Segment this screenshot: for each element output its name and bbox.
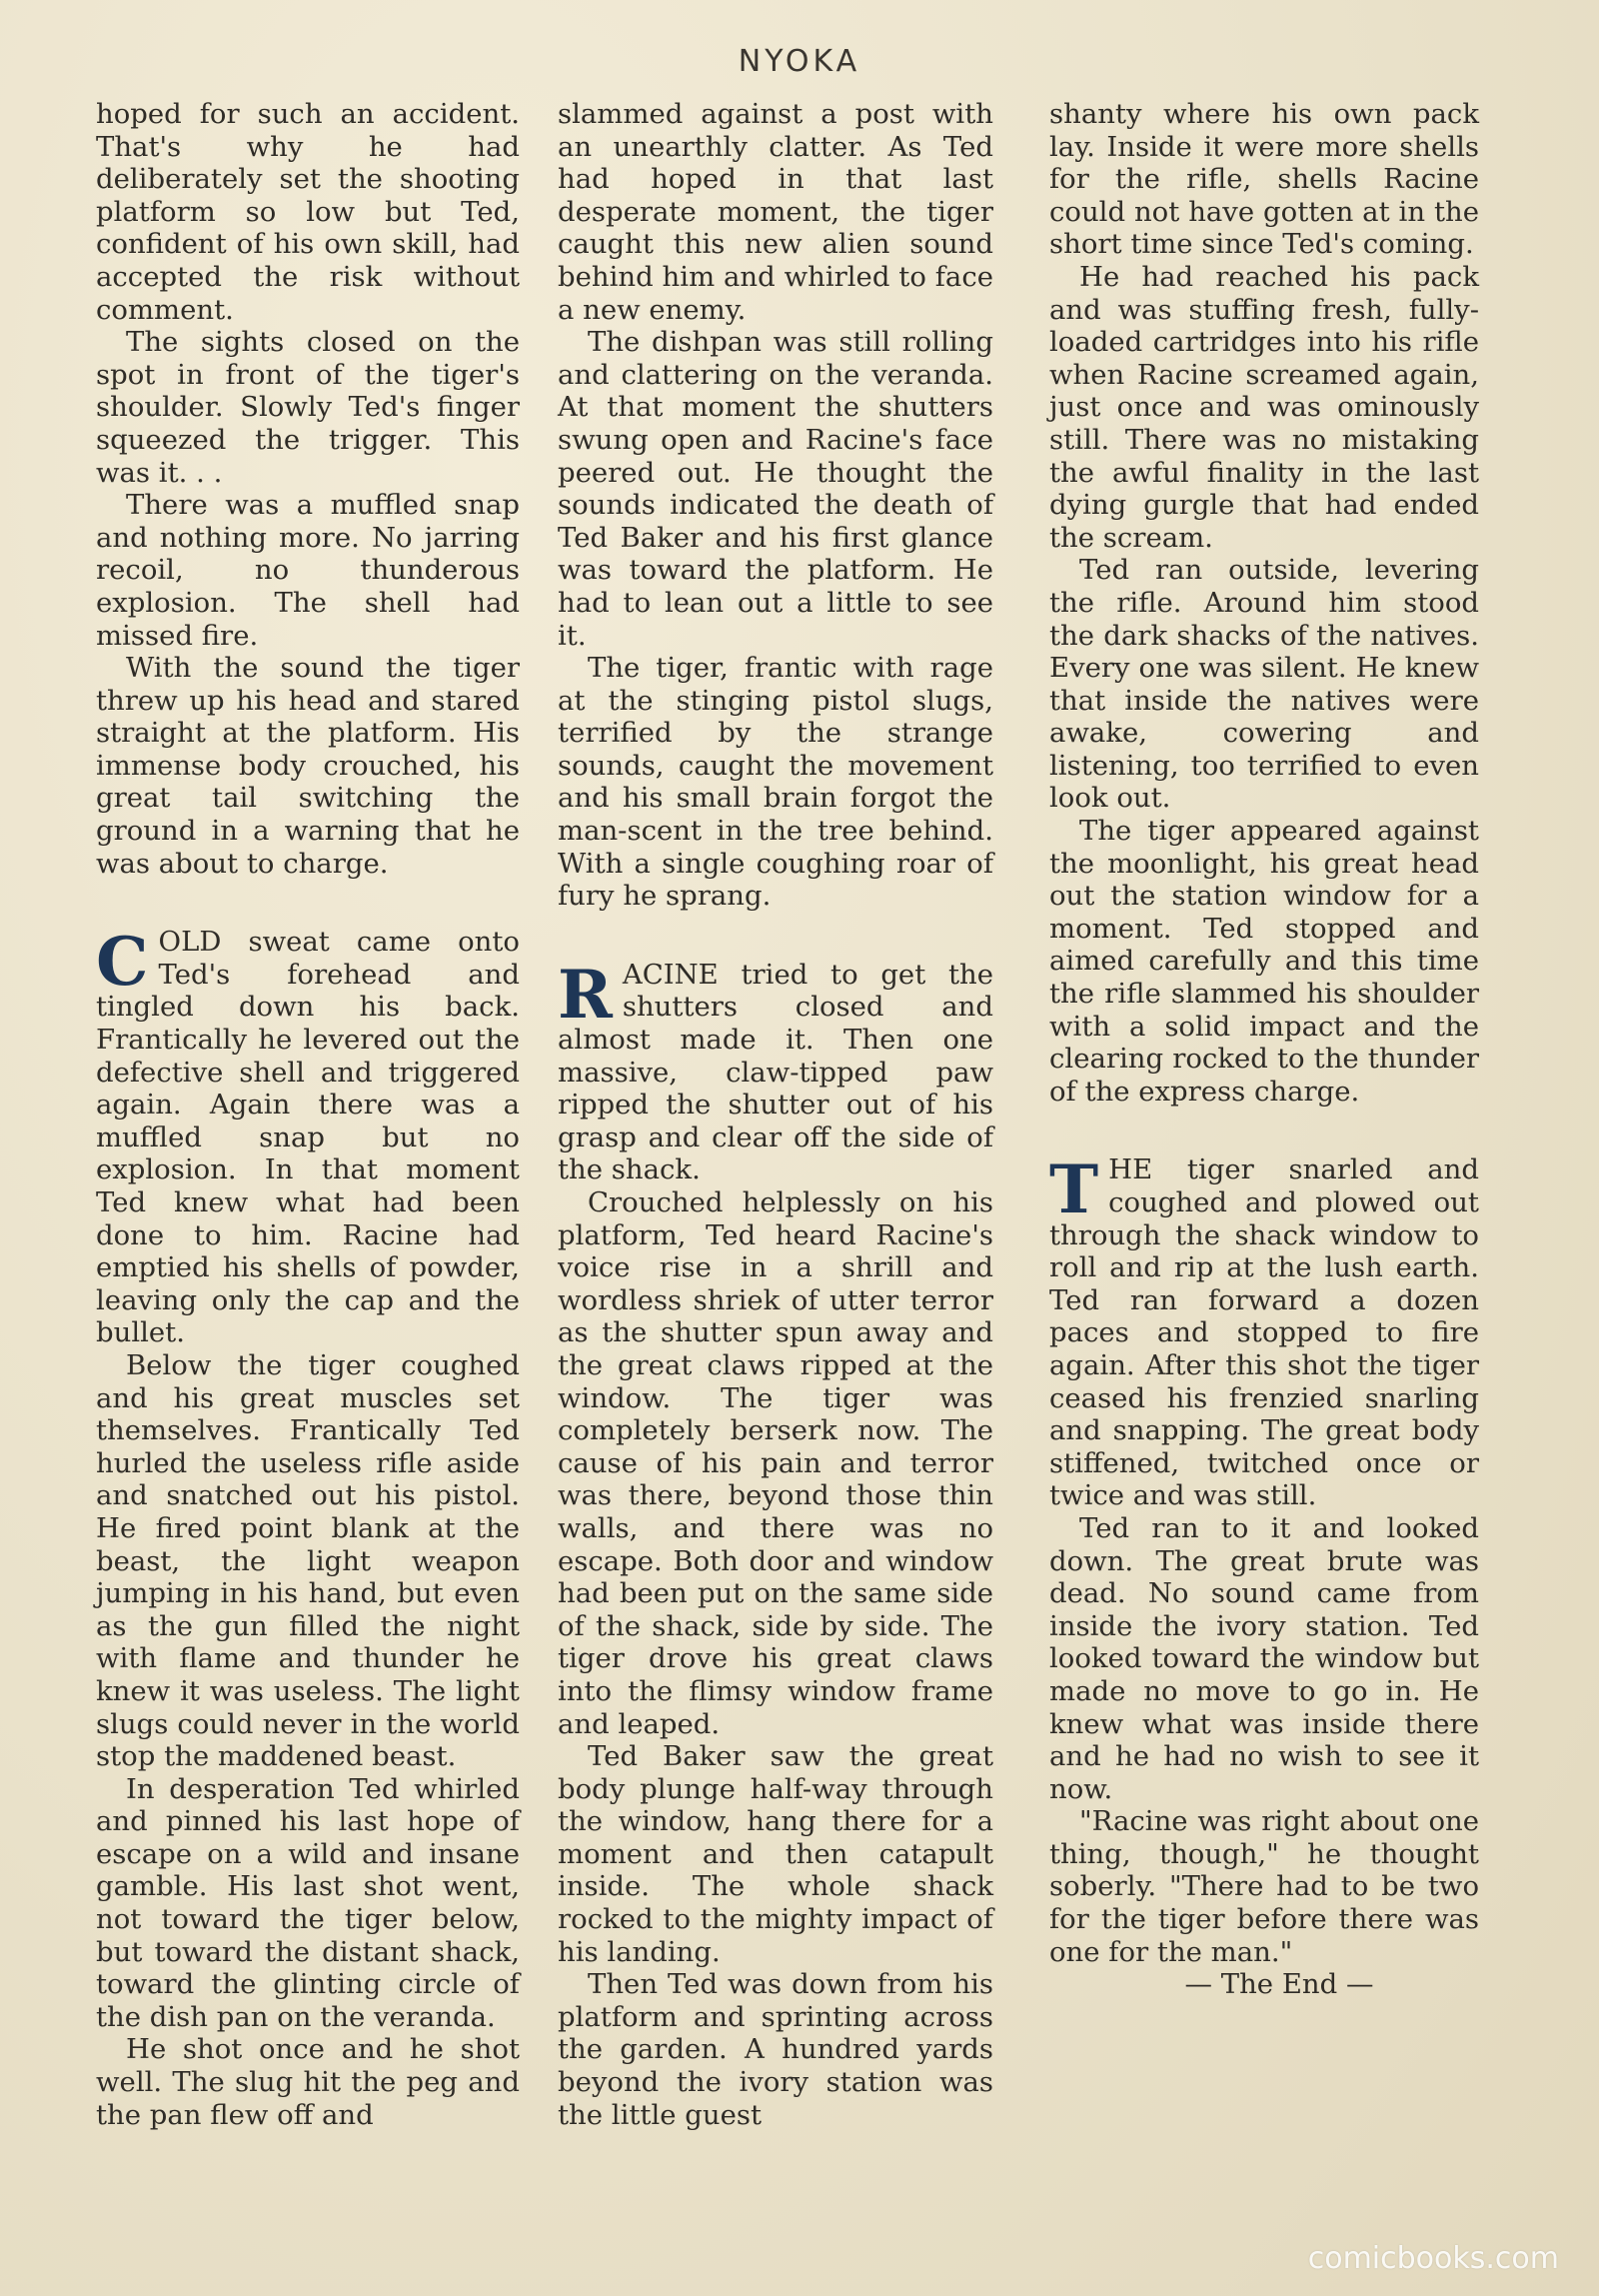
paragraph: He had reached his pack and was stuffing fresh, fully-loaded cartridges into his rifle when Racine screamed again, just once and was ominously still. There was no mistaking the awful finality in the last dying gurgle that had ended the scream. [1049,260,1479,554]
paragraph: The tiger, frantic with rage at the stinging pistol slugs, terrified by the strange sounds, caught the movement and his small brain forgot the man-scent in the tree behind. With a single coughing roar of fury he sprang. [558,652,993,913]
paragraph-with-dropcap [96,923,520,1349]
paragraph: slammed against a post with an unearthly clatter. As Ted had hoped in that last desperate moment, the tiger caught this new alien sound behind him and whirled to face a new enemy. [558,98,993,326]
paragraph: Ted ran to it and looked down. The great brute was dead. No sound came from inside the ivory station. Ted looked toward the window but made no move to go in. He knew what was inside there and he had no wish to see it now. [1049,1511,1479,1805]
paragraph: Below the tiger coughed and his great muscles set themselves. Frantically Ted hurled the useless rifle aside and snatched out his pistol. He fired point blank at the beast, the light weapon jumping in his hand, but even as the gun filled the night with flame and thunder he knew it was useless. The light slugs could never in the world stop the maddened beast. [96,1348,520,1773]
page-header: NYOKA [738,44,861,79]
paragraph-with-dropcap [558,955,993,1186]
watermark: comicbooks.com [1307,2241,1559,2276]
paragraph: shanty where his own pack lay. Inside it were more shells for the rifle, shells Racine could not have gotten at in the short time since Ted's coming. [1049,98,1479,261]
column-2 [558,98,993,2131]
paragraph: Ted ran outside, levering the rifle. Around him stood the dark shacks of the natives. Every one was silent. He knew that inside the natives were awake, cowering and listening, too terrified to even look out. [1049,554,1479,815]
paragraph: In desperation Ted whirled and pinned his last hope of escape on a wild and insane gamble. His last shot went, not toward the tiger below, but toward the distant shack, toward the glinting circle of the dish pan on the veranda. [96,1772,520,2033]
paragraph-with-dropcap [1049,1150,1479,1512]
section-break [1049,1108,1479,1153]
paragraph: There was a muffled snap and nothing more. No jarring recoil, no thunderous explosion. The shell had missed fire. [96,489,520,652]
the-end-marker: — The End — [1184,1968,1374,2001]
paragraph: Crouched helplessly on his platform, Ted heard Racine's voice rise in a shrill and wordless shriek of utter terror as the shutter spun away and the great claws ripped at the window. The tiger was completely berserk now. The cause of his pain and terror was there, beyond those thin walls, and there was no escape. Both door and window had been put on the same side of the shack, side by side. The tiger drove his great claws into the flimsy window frame and leaped. [558,1186,993,1740]
drop-cap: C [96,923,149,1002]
paragraph: With the sound the tiger threw up his head and stared straight at the platform. His immense body crouched, his great tail switching the ground in a warning that he was about to charge. [96,652,520,880]
paragraph: The tiger appeared against the moonlight, his great head out the station window for a moment. Ted stopped and aimed carefully and this time the rifle slammed his shoulder with a solid impact and the clearing rocked to the thunder of the express charge. [1049,815,1479,1108]
section-break [558,913,993,959]
column-1 [96,98,520,2131]
paragraph-text: ACINE tried to get the shutters closed and almost made it. Then one massive, claw-tipped paw ripped the shutter out of his grasp and clear off the side of the shack. [558,958,993,1186]
paragraph: Ted Baker saw the great body plunge half-way through the window, hang there for a moment and then catapult inside. The whole shack rocked to the mighty impact of his landing. [558,1740,993,1968]
section-break [96,880,520,926]
paragraph-text: HE tiger snarled and coughed and plowed out through the shack window to roll and rip at the lush earth. Ted ran forward a dozen paces and stopped to fire again. After this shot the tiger ceased his frenzied snarling and snapping. The great body stiffened, twitched once or twice and was still. [1049,1153,1479,1512]
paragraph-text: OLD sweat came onto Ted's forehead and tingled down his back. Frantically he levered out the defective shell and triggered again. Again there was a muffled snap but no explosion. In that moment Ted knew what had been done to him. Racine had emptied his shells of powder, leaving only the cap and the bullet. [96,926,520,1349]
paragraph: Then Ted was down from his platform and sprinting across the garden. A hundred yards beyond the ivory station was the little guest [558,1968,993,2131]
paragraph: hoped for such an accident. That's why he had deliberately set the shooting platform so low but Ted, confident of his own skill, had accepted the risk without comment. [96,98,520,326]
paragraph: "Racine was right about one thing, though," he thought soberly. "There had to be two for the tiger before there was one for the man." [1049,1805,1479,1968]
paragraph: The sights closed on the spot in front of the tiger's shoulder. Slowly Ted's finger squeezed the trigger. This was it. . . [96,326,520,489]
paragraph: The dishpan was still rolling and clattering on the veranda. At that moment the shutters swung open and Racine's face peered out. He thought the sounds indicated the death of Ted Baker and his first glance was toward the platform. He had to lean out a little to see it. [558,326,993,652]
drop-cap: T [1049,1150,1099,1229]
paragraph: He shot once and he shot well. The slug hit the peg and the pan flew off and [96,2033,520,2131]
drop-cap: R [558,955,613,1034]
column-3 [1049,98,1479,2001]
